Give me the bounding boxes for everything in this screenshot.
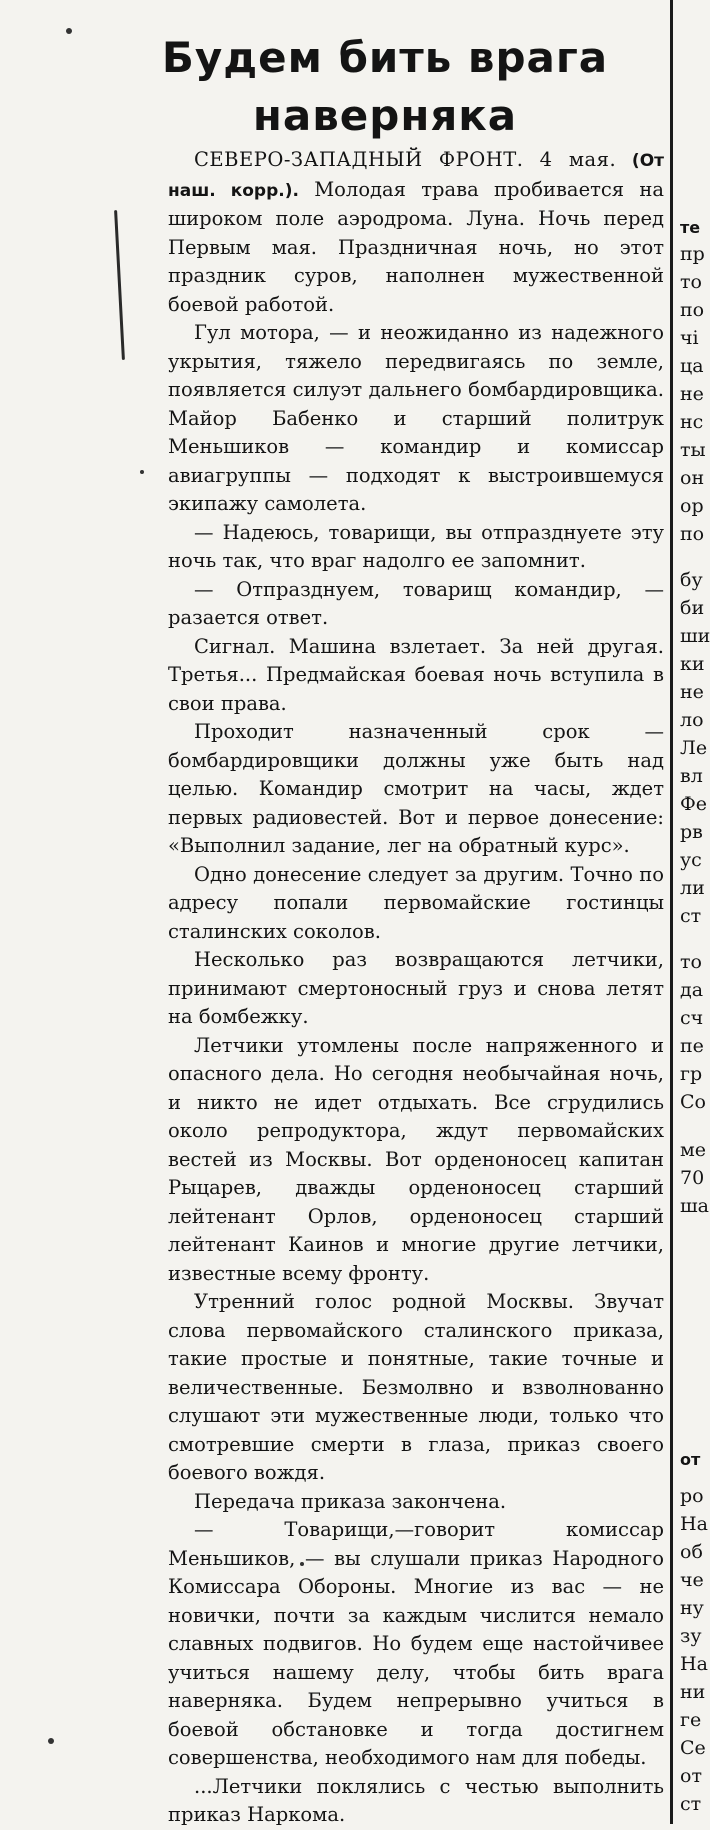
article-paragraph: Летчики утомлены после напряженного и опасного дела. Но сегодня необычайная ночь, и никто не идет отдыхать. Все сгрудились около репродуктора, ждут первомайских вестей из Москвы. Вот орденоносец капитан Рыцарев, дважды орденоносец старший лейтенант Орлов, орденоносец старший лейтенант Каинов и многие другие летчики, известные всему фронту.: [168, 1033, 664, 1285]
neighbor-column-fragment: не: [680, 681, 704, 703]
neighbor-column-fragment: ки: [680, 653, 705, 675]
neighbor-column-fragment: он: [680, 467, 705, 489]
neighbor-column-fragment: те: [680, 218, 701, 237]
neighbor-column-fragment: от: [680, 1765, 702, 1787]
article-paragraph: — Товарищи,—говорит комиссар Меньшиков, — вы слушали приказ Народного Комиссара Обороны. Многие из вас — не новички, почти за каждым числится немало славных подвигов. Но будем еще настойчивее учиться нашему делу, чтобы бить врага наверняка. Будем непрерывно учиться в боевой обстановке и тогда достигнем совершенства, необходимого нам для победы.: [168, 1518, 664, 1769]
neighbor-column-fragment: зу: [680, 1625, 702, 1647]
neighbor-column-fragment: ши: [680, 625, 710, 647]
neighbor-column-fragment: вл: [680, 765, 703, 787]
article-paragraph: — Отпразднуем, товарищ командир, — разается ответ.: [168, 577, 664, 629]
article-paragraph: Сигнал. Машина взлетает. За ней другая. Третья... Предмайская боевая ночь вступила в свои права.: [168, 634, 664, 715]
neighbor-column-fragment: сч: [680, 1007, 704, 1029]
article-paragraph: ...Летчики поклялись с честью выполнить приказ Наркома.: [168, 1774, 664, 1826]
neighbor-column-fragment: ты: [680, 439, 706, 461]
article-paragraph: — Надеюсь, товарищи, вы отпразднуете эту ночь так, что враг надолго ее запомнит.: [168, 520, 664, 572]
neighbor-column-fragment: ор: [680, 495, 704, 517]
neighbor-column-fragment: ли: [680, 877, 705, 899]
neighbor-column-fragment: Се: [680, 1737, 706, 1759]
paragraph-text: Молодая трава пробивается на широком поле аэродрома. Луна. Ночь перед Первым мая. Праздничная ночь, но этот праздник суров, наполнен мужественной боевой работой.: [168, 177, 664, 316]
print-speck: [48, 1738, 54, 1744]
dateline: СЕВЕРО-ЗАПАДНЫЙ ФРОНТ. 4 мая.: [194, 148, 617, 171]
neighbor-column-fragment: от: [680, 1450, 701, 1469]
neighbor-column-fragment: да: [680, 979, 704, 1001]
article-paragraph: Проходит назначенный срок — бомбардировщики должны уже быть над целью. Командир смотрит на часы, ждет первых радиовестей. Вот и первое донесение: «Выполнил задание, лег на обратный курс».: [168, 720, 664, 857]
neighbor-column-fragment: ме: [680, 1139, 707, 1161]
neighbor-column-fragment: че: [680, 1569, 704, 1591]
neighbor-column-fragment: ни: [680, 1681, 706, 1703]
neighbor-column-fragment: 70: [680, 1167, 705, 1189]
neighbor-column-fragment: то: [680, 271, 702, 293]
correspondent-credit: (От наш. корр.).: [168, 151, 664, 201]
neighbor-column-fragment: ст: [680, 1793, 702, 1815]
article-paragraph: Одно донесение следует за другим. Точно по адресу попали первомайские гостинцы сталинских соколов.: [168, 862, 664, 943]
neighbor-column-fragment: Ле: [680, 737, 708, 759]
article-paragraph: [168, 146, 664, 319]
neighbor-column-fragment: На: [680, 1513, 708, 1535]
neighbor-column-fragment: нс: [680, 411, 704, 433]
print-speck: [140, 470, 144, 474]
neighbor-column-fragment: по: [680, 523, 705, 545]
neighbor-column-fragment: пе: [680, 1035, 704, 1057]
neighbor-column-fragment: ца: [680, 355, 704, 377]
neighbor-column-fragment: рв: [680, 821, 703, 843]
neighbor-column-fragment: пр: [680, 243, 705, 265]
neighbor-column-fragment: би: [680, 597, 705, 619]
neighbor-column-fragment: не: [680, 383, 704, 405]
neighbor-column-fragment: ус: [680, 849, 702, 871]
article-paragraph: Утренний голос родной Москвы. Звучат слова первомайского сталинского приказа, такие простые и понятные, такие точные и величественные. Безмолвно и взволнованно слушают эти мужественные люди, только что смотревшие смерти в глаза, приказ своего боевого вождя.: [168, 1290, 664, 1484]
neighbor-column-fragment: Фе: [680, 793, 708, 815]
neighbor-column-fragment: ге: [680, 1709, 702, 1731]
neighbor-column-fragment: чі: [680, 327, 699, 349]
print-scratch-mark: [114, 210, 125, 360]
neighbor-column-fragment: ша: [680, 1195, 709, 1217]
neighbor-column-fragment: Со: [680, 1091, 706, 1113]
neighbor-column-fragment: то: [680, 951, 702, 973]
article-body: [168, 146, 664, 1830]
neighbor-column-fragment: гр: [680, 1063, 703, 1085]
article-paragraph: Передача приказа закончена.: [194, 1489, 507, 1513]
article-paragraph: Несколько раз возвращаются летчики, принимают смертоносный груз и снова летят на бомбежку.: [168, 948, 664, 1028]
print-speck: [66, 28, 72, 34]
neighbor-column-fragment: На: [680, 1653, 708, 1675]
column-rule: [670, 0, 673, 1824]
neighbor-column-fragment: об: [680, 1541, 703, 1563]
neighbor-column-fragment: ло: [680, 709, 704, 731]
headline-line-2: наверняка: [252, 91, 518, 140]
neighbor-column-fragment: бу: [680, 569, 703, 591]
neighbor-column-fragment: ро: [680, 1485, 704, 1507]
neighbor-column-fragment: ст: [680, 905, 702, 927]
article-paragraph: Гул мотора, — и неожиданно из надежного укрытия, тяжело передвигаясь по земле, появляется силуэт дальнего бомбардировщика. Майор Бабенко и старший политрук Меньшиков — командир и комиссар авиагруппы — подходят к выстроившемуся экипажу самолета.: [168, 321, 664, 515]
neighbor-column-fragment: ну: [680, 1597, 704, 1619]
headline-line-1: Будем бить врага: [161, 33, 609, 82]
neighbor-column-fragment: по: [680, 299, 705, 321]
